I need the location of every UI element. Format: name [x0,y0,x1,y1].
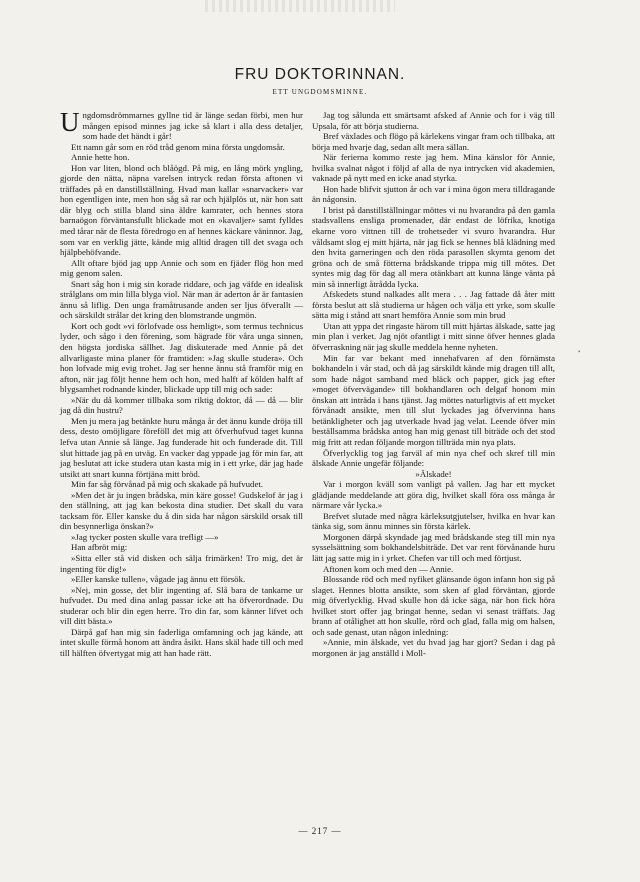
paragraph: I brist på danstillställningar möttes vi nu hvarandra på den gamla stadsvallens ensliga promenader, där endast de löfrika, knotiga ekarne voro vittnen till de trohetseder vi svuro hvarandra. Hur våldsamt slog ej mitt hjärta, när jag fick se hennes blå klädning med den hvita garneringen och den röda parasollen skymta genom det gröna och de små fötterna brådskande trippa mig till mötes. Det syntes mig dag för dag all mera otänkbart att kunna länge vänta på min så innerligt åtrådda lycka. [312,204,555,289]
paragraph: Snart såg hon i mig sin korade riddare, och jag väfde en idealisk strålglans om min lilla blyga viol. När man är aderton år är fantasien ännu så liflig. Den unga framåtrusande anden ser ljus öfverallt — och särskildt strålar det kring den blomstrande ungmön. [60,278,303,321]
paragraph: »Jag tycker posten skulle vara trefligt —» [71,531,219,542]
paragraph: Han afbröt mig: [71,542,128,553]
paragraph: Utan att yppa det ringaste härom till mitt hjärtas älskade, satte jag min plan i verket. Jag njöt ofantligt i mitt sinne öfver hennes glada öfverraskning när jag skulle meddela henne nyheten. [312,320,555,353]
paragraph: »Nej, min gosse, det blir ingenting af. Slå bara de tankarne ur hufvudet. Du med dina anlag passar icke att ha öfverordnade. Du studerar och blir din egen herre. Tro din far, som känner lifvet och vill ditt bästa.» [60,584,303,627]
paragraph: Afskedets stund nalkades allt mera . . . Jag fattade då åter mitt första beslut att slå studierna ur hågen och välja ett yrke, som skulle sätta mig i stånd att snart hemföra Annie som min brud [312,289,555,321]
paragraph: »Men det är ju ingen brådska, min käre gosse! Gudskelof är jag i den ställning, att jag kan bekosta dina studier. Det skall du vara tacksam för. Eller kanske du å din sida har någon särskild orsak till din besynnerliga önskan?» [60,489,303,532]
paragraph: Min far såg förvånad på mig och skakade på hufvudet. [71,479,264,490]
paragraph: Morgonen därpå skyndade jag med brådskande steg till min nya sysselsättning som bokhandelsbiträde. Det var rent förvånande huru lätt jag satte mig in i yrket. Chefen var till och med förtjust. [312,531,555,563]
paragraph: »Annie, min älskade, vet du hvad jag har gjort? Sedan i dag på morgonen är jag anställd i Moll- [312,637,555,658]
drop-cap: U [60,107,80,137]
right-column [312,110,555,658]
paragraph: Ett namn går som en röd tråd genom mina första ungdomsår. [71,141,285,152]
margin-mark: • [578,348,581,356]
left-column [60,107,303,658]
paragraph: »När du då kommer tillbaka som riktig doktor, då — då — blir jag då din hustru? [60,394,303,416]
paragraph: »Sitta eller stå vid disken och sälja frimärken! Tro mig, det är ingenting för dig!» [60,552,303,574]
paragraph: Brefvet slutade med några kärleksutgjutelser, hvilka en hvar kan tänka sig, som ännu minnes sin första kärlek. [312,510,555,532]
paragraph: Hon hade blifvit sjutton år och var i mina ögon mera tilldragande än någonsin. [312,183,555,205]
paragraph: När ferierna kommo reste jag hem. Mina känslor för Annie, hvilka svalnat något i följd af alla de nya intrycken vid akademien, vaknade på nytt med en icke anad styrka. [312,152,555,184]
letter-salutation: »Älskade! [415,468,452,479]
article-title: FRU DOKTORINNAN. [234,66,406,83]
paragraph: Min far var bekant med innehafvaren af den förnämsta bokhandeln i vår stad, och då jag särskildt kände mig dragen till allt, som hade något samband med bläck och papper, gick jag efter »moget öfvervägande» till bokhandlaren och delgaf honom min önskan att inträda i hans tjänst. Jag möttes naturligtvis af ett mycket förvånadt ansikte, men till slut lyckades jag öfvervinna hans betänkligheter och jag utverkade hvad jag velat. Leende öfver min beställsamma brådska antog han mig genast till biträde och det stod mig fritt att redan följande morgon tillträda min nya plats. [312,352,555,447]
paragraph: Kort och godt »vi förlofvade oss hemligt», som termus technicus lyder, och sågo i den förening, som hägrade för våra unga sinnen, den högsta jordiska sällhet. Jag diskuterade med Annie på det allvarligaste mina planer för framtiden: »Jag skulle studera». Och hon lofvade mig evig trohet. Jag ser henne ännu stå framför mig en afton, när jag följt henne hem och hon, med halft af kölden halft af blygsamhet rodnande kinder, blickade upp till mig och sade: [60,320,303,395]
page-number: — 217 — [298,826,342,836]
paragraph: Allt oftare bjöd jag upp Annie och som en fjäder flög hon med mig genom salen. [60,257,303,279]
print-smudge [205,0,395,12]
paragraph: Var i morgon kväll som vanligt på vallen. Jag har ett mycket glädjande meddelande att göra dig, hvilket skall föra oss många år närmare vår lycka.» [312,479,555,511]
paragraph: Bref växlades och flögo på kärlekens vingar fram och tillbaka, att börja med hvarje dag, sedan allt mera sällan. [312,131,555,152]
paragraph: Men ju mera jag betänkte huru många år det ännu kunde dröja till dess, desto omöjligare föreföll det mig att öfverhufvud taget kunna lefva utan Annie så länge. Jag funderade hit och funderade dit. Till slut hittade jag på en utväg. En vacker dag yppade jag för min far, att jag beslutat att icke studera utan kasta mig in i ett yrke, där jag hade utsikt att snart kunna förtjäna mitt bröd. [60,415,303,479]
paragraph: Jag tog sålunda ett smärtsamt afsked af Annie och for i väg till Upsala, för att börja studierna. [312,110,555,131]
paragraph: Hon var liten, blond och blåögd. På mig, en lång mörk yngling, gjorde den nätta, näpna varelsen intryck redan första aftonen vi träffades på en danstillställning. Hvad man kallar »snarvacker» var hon egentligen inte, men hon såg så rar och hjälplös ut, när hon satt där blyg och stilla bland sina äldre kamrater, och hennes stora barnaögon förväntansfullt blickade mot en »kavaljer» samt fylldes med tårar när de flesta föredrogo en af hennes käckare väninnor. Jag, som var en verklig jätte, kände mig alltid dragen till det svaga och hjälpbehöfvande. [60,162,303,258]
paragraph: Öfverlycklig tog jag farväl af min nya chef och skref till min älskade Annie ungefär följande: [312,447,555,469]
article-subtitle: ETT UNGDOMSMINNE. [272,88,368,96]
paragraph: Ungdomsdrömmarnes gyllne tid är länge sedan förbi, men hur mången episod minnes jag icke så klart i alla dess detaljer, som hade det händt i går! [60,107,303,142]
paragraph: Därpå gaf han mig sin faderliga omfamning och jag kände, att intet skulle förmå honom att ändra åsikt. Hans skäl hade till och med till hälften öfvertygat mig att han hade rätt. [60,626,303,658]
paragraph: Blossande röd och med nyfiket glänsande ögon infann hon sig på slaget. Hennes blotta ansikte, som sken af glad förväntan, gjorde mig öfverlycklig. Hvad skulle hon då icke säga, när hon fick höra hvilket stort offer jag bringat henne, sedan vi senast träffats. Jag brann af otålighet att hon skulle, rörd och glad, falla mig om halsen, och sade genast, utan någon inledning: [312,574,555,637]
paragraph: Aftonen kom och med den — Annie. [323,563,454,574]
paragraph: »Eller kanske tullen», vågade jag ännu ett försök. [71,574,246,585]
paragraph: Annie hette hon. [71,152,130,163]
